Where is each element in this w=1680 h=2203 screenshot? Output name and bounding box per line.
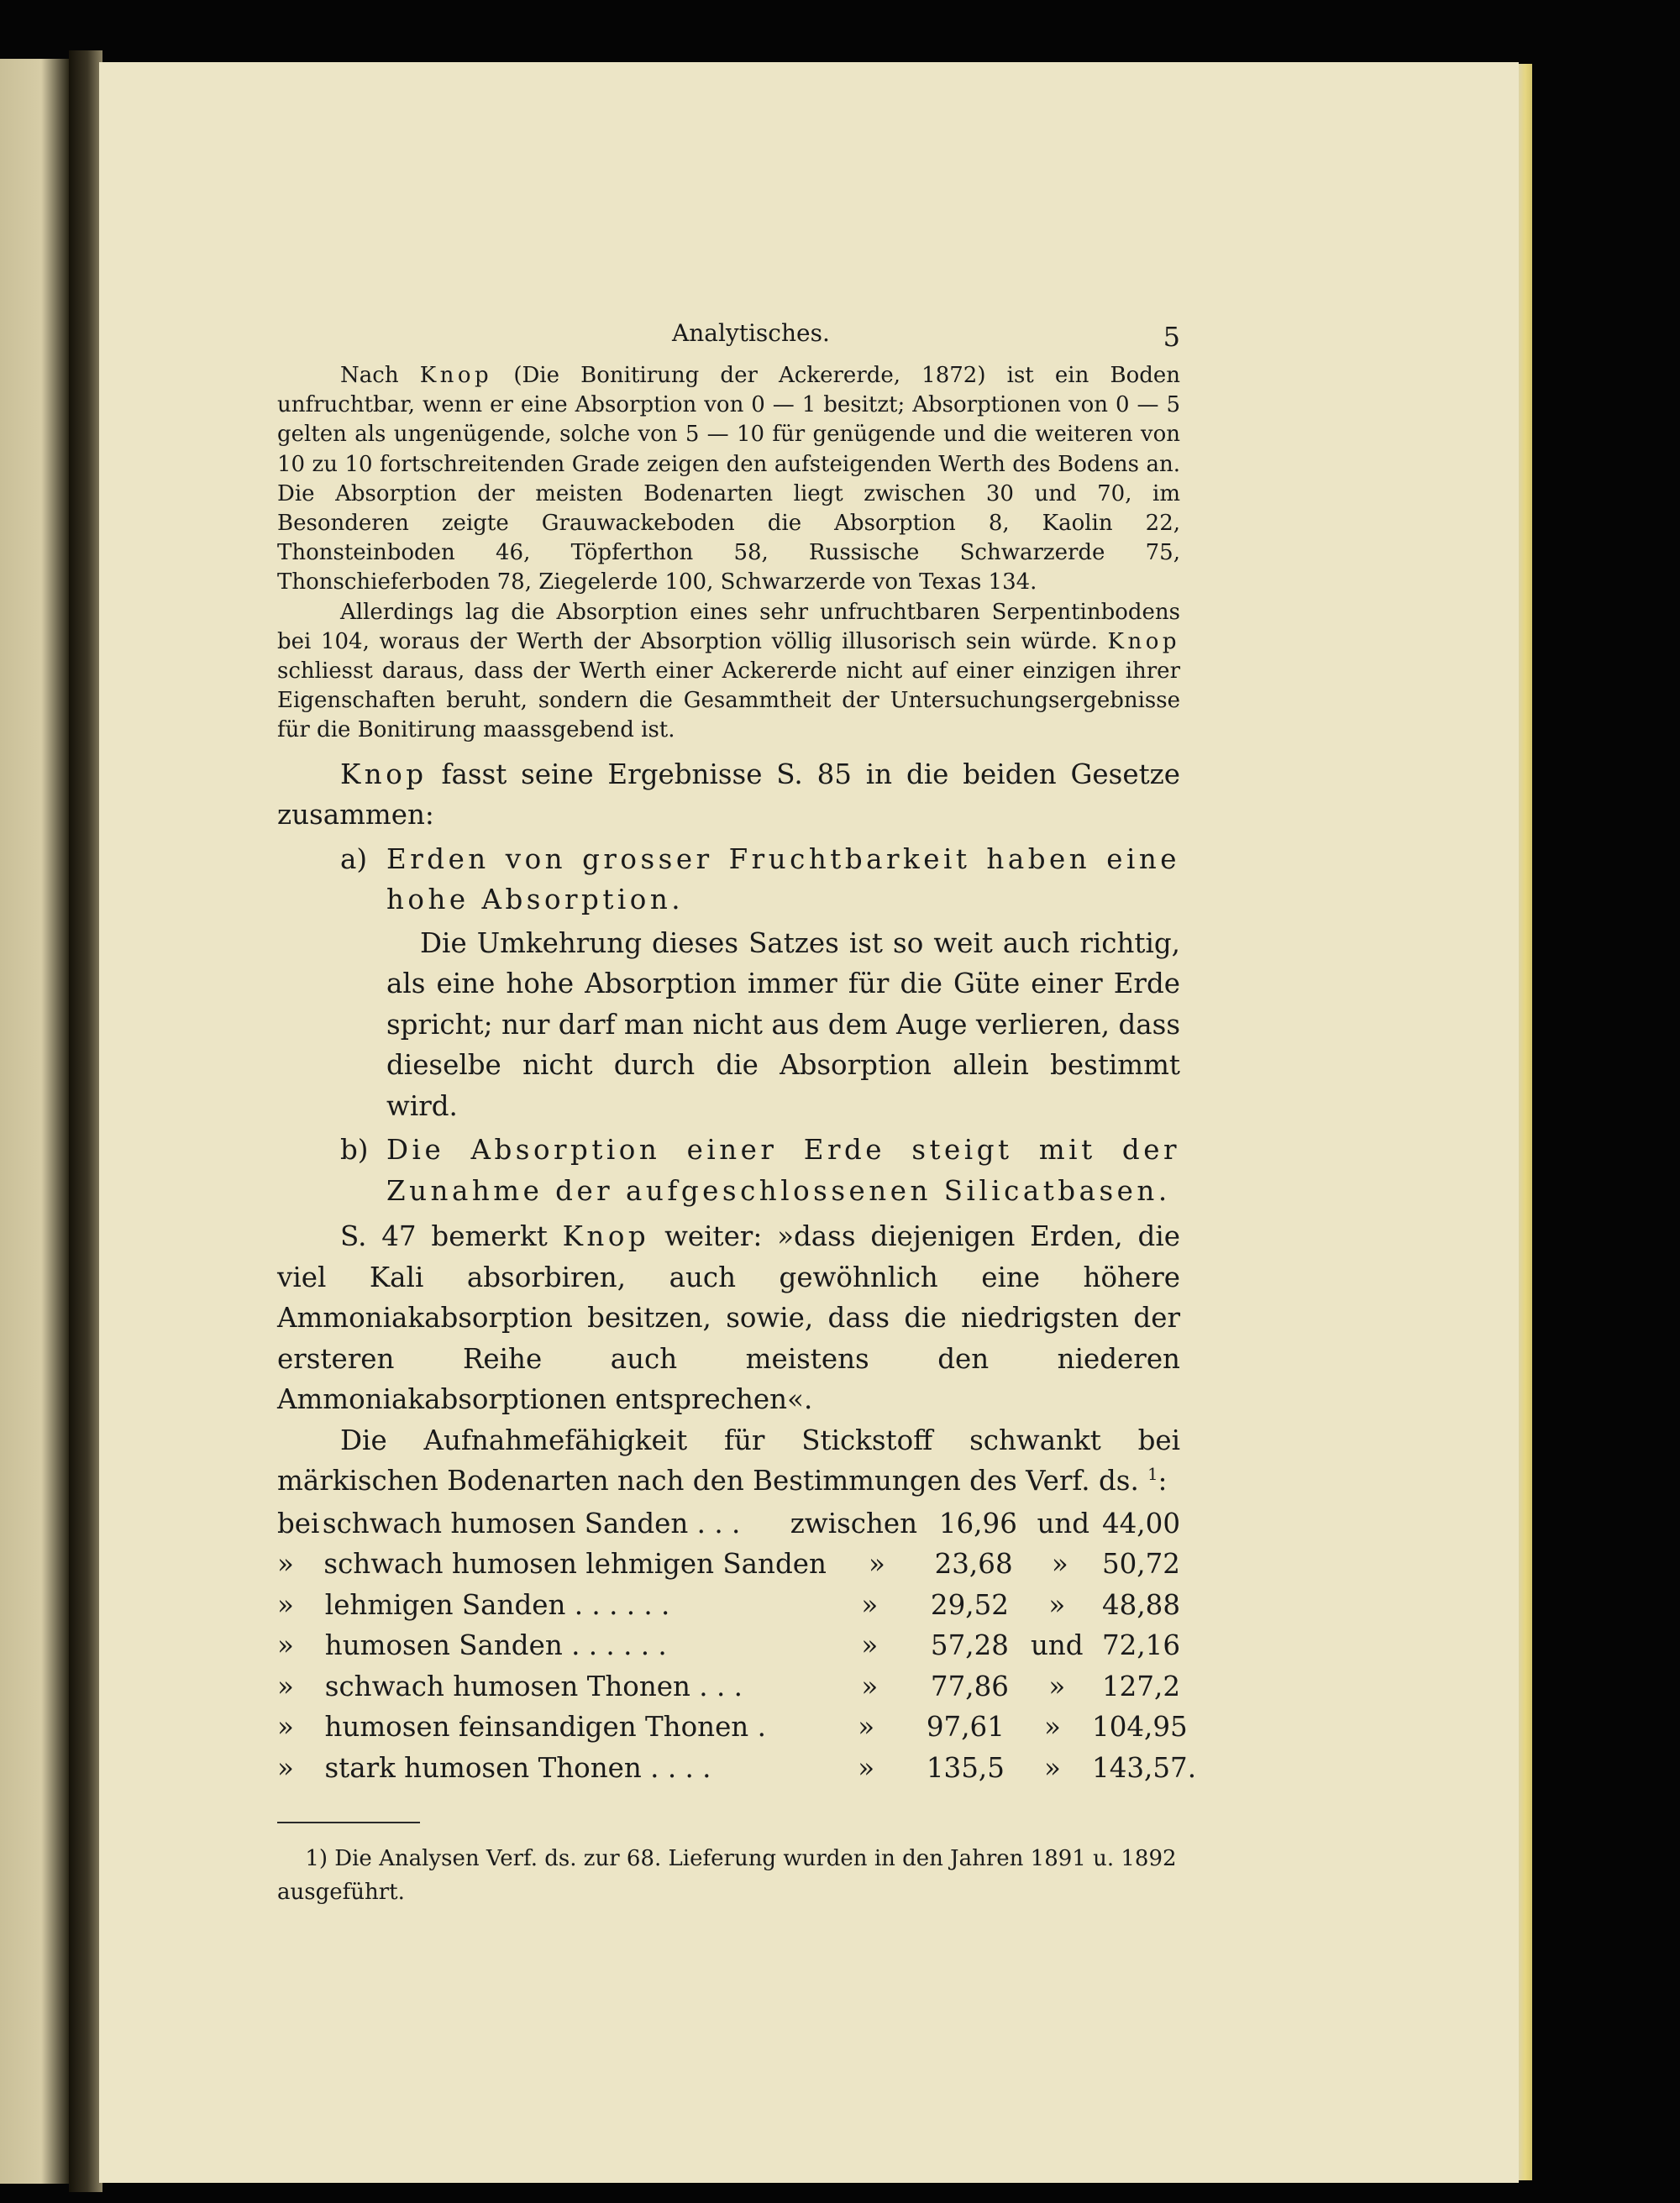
footnote-text: Die Analysen Verf. ds. zur 68. Lieferung wurden in den Jahren 1891 u. 1892 ausgeführt.: [277, 1846, 1177, 1906]
author-name: Knop: [419, 363, 493, 388]
list-item: » schwach humosen Thonen . . . » 77,86 » 127,2: [277, 1670, 1181, 1702]
book-gutter: [69, 50, 102, 2192]
page-content: [277, 319, 1197, 1909]
large-print-section: [277, 754, 1197, 1789]
footnote-divider: [277, 1822, 420, 1823]
author-name: Knop: [562, 1220, 650, 1253]
page-edge: [1519, 64, 1532, 2180]
list-item: » humosen feinsandigen Thonen . » 97,61 » 104,95: [277, 1711, 1188, 1744]
left-page-edge: [0, 59, 69, 2184]
paragraph: S. 47 bemerkt Knop weiter: »dass diejenigen Erden, die viel Kali absorbiren, auch gewöhnlich eine höhere Ammoniakabsorption besitzen, sowie, dass die niedrigsten der ersteren Reihe auch meistens den niederen Ammoniakabsorptionen entsprechen«.: [277, 1220, 1180, 1416]
paragraph: Die Aufnahmefähigkeit für Stickstoff schwankt bei märkischen Bodenarten nach den Bestimmungen des Verf. ds. $^1$:: [277, 1424, 1180, 1498]
law-label: a): [340, 842, 368, 875]
list-item: » lehmigen Sanden . . . . . . » 29,52 » 48,88: [277, 1588, 1181, 1621]
list-item: » humosen Sanden . . . . . . » 57,28 und 72,16: [277, 1629, 1181, 1662]
page-number: 5: [1163, 321, 1180, 353]
law-a: [277, 839, 1180, 1127]
law-b: [277, 1130, 1180, 1211]
law-label: b): [340, 1134, 369, 1167]
footnote-marker: 1): [305, 1846, 328, 1872]
list-item: bei schwach humosen Sanden . . . zwischen 16,96 und 44,00: [277, 1507, 1180, 1539]
paragraph: Nach Knop (Die Bonitirung der Ackererde, 1872) ist ein Boden unfruchtbar, wenn er eine Absorption von 0 — 1 besitzt; Absorptionen von 0 — 5 gelten als ungenügende, solche von 5 — 10 für genügende und die weiteren von 10 zu 10 fortschreitenden Grade zeigen den aufsteigenden Werth des Bodens an. Die Absorption der meisten Bodenarten liegt zwischen 30 und 70, im Besonderen zeigte Grauwackeboden die Absorption 8, Kaolin 22, Thonsteinboden 46, Töpferthon 58, Russische Schwarzerde 75, Thonschieferboden 78, Ziegelerde 100, Schwarzerde von Texas 134.: [277, 363, 1180, 595]
footnote-reference[interactable]: 1: [1147, 1465, 1158, 1485]
author-name: Knop: [340, 758, 428, 790]
footnote: [277, 1842, 1180, 1909]
running-title: Analytisches.: [672, 319, 830, 347]
law-text: Erden von grosser Fruchtbarkeit haben eine hohe Absorption.: [386, 842, 1180, 916]
small-print-section: [277, 361, 1180, 746]
absorption-list: [277, 1503, 1197, 1789]
list-item: » stark humosen Thonen . . . . » 135,5 » 143,57.: [277, 1751, 1197, 1784]
paragraph: Knop fasst seine Ergebnisse S. 85 in die beiden Gesetze zusammen:: [277, 758, 1180, 831]
author-name: Knop: [1107, 628, 1181, 654]
running-header: [277, 319, 1180, 361]
list-item: » schwach humosen lehmigen Sanden » 23,68 » 50,72: [277, 1548, 1180, 1581]
law-comment: Die Umkehrung dieses Satzes ist so weit auch richtig, als eine hohe Absorption immer für die Güte einer Erde spricht; nur darf man nicht aus dem Auge verlieren, dass dieselbe nicht durch die Absorption allein bestimmt wird.: [386, 926, 1180, 1122]
law-text: Die Absorption einer Erde steigt mit der Zunahme der aufgeschlossenen Silicatbasen.: [386, 1134, 1180, 1207]
paragraph: Allerdings lag die Absorption eines sehr unfruchtbaren Serpentinbodens bei 104, woraus der Werth der Absorption völlig illusorisch sein würde. Knop schliesst daraus, dass der Werth einer Ackererde nicht auf einer einzigen ihrer Eigenschaften beruht, sondern die Gesammtheit der Untersuchungsergebnisse für die Bonitirung maassgebend ist.: [277, 599, 1181, 743]
